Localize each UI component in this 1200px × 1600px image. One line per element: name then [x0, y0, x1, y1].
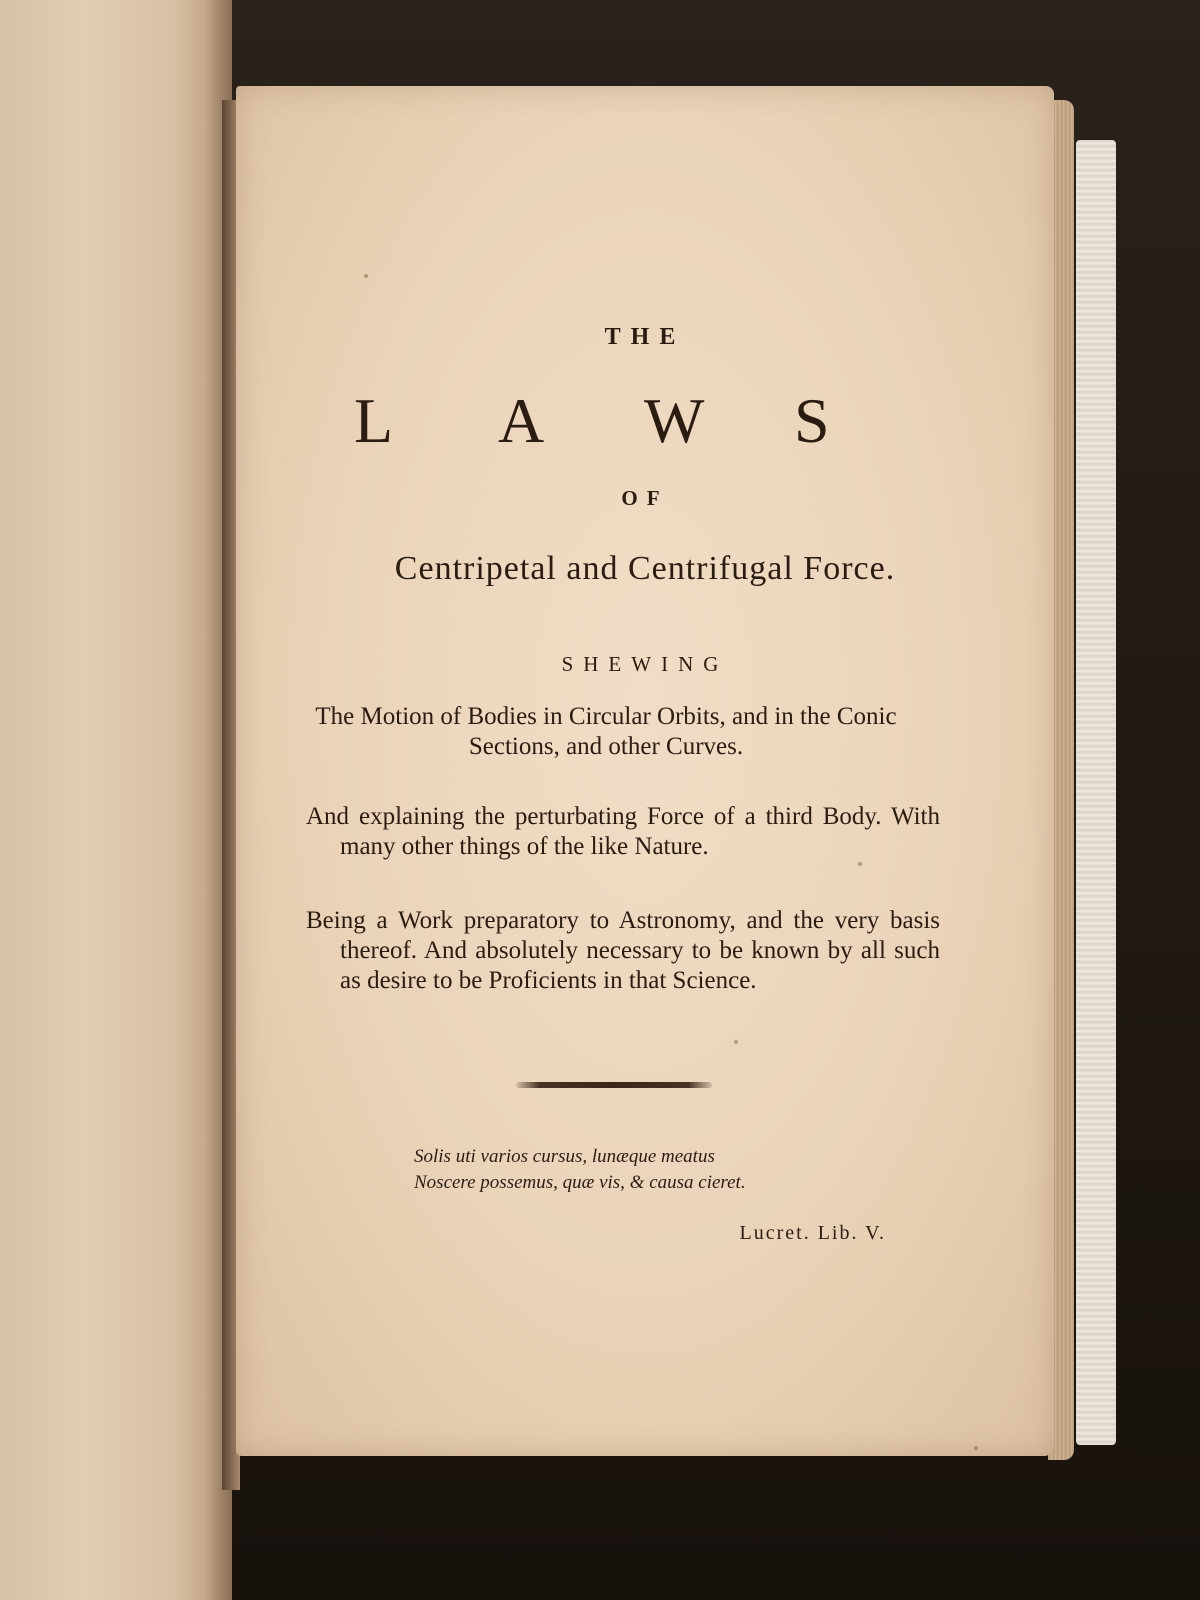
epigraph-citation: Lucret. Lib. V. [739, 1222, 886, 1244]
epigraph [414, 1144, 874, 1196]
laws-letter-w: W [644, 385, 705, 456]
title-the: THE [604, 324, 686, 350]
foxing-spot [858, 862, 862, 866]
foxing-spot [734, 1040, 738, 1044]
title-subtitle: Centripetal and Centrifugal Force. [394, 550, 896, 587]
description-paragraph-astronomy: Being a Work preparatory to Astronomy, and the very basis thereof. And absolutely necessary to be known by all such as desire to be Proficients in that Science. [306, 907, 940, 994]
title-page [236, 86, 1054, 1456]
shewing-heading: SHEWING [561, 652, 729, 676]
laws-letter-a: A [498, 385, 545, 456]
left-page [0, 0, 232, 1600]
foxing-spot [364, 274, 368, 278]
laws-letter-l: L [354, 385, 394, 456]
title-laws [236, 386, 1054, 456]
description-paragraph-motion: The Motion of Bodies in Circular Orbits, and in the Conic Sections, and other Curves. [315, 703, 897, 760]
foxing-spot [974, 1446, 978, 1450]
ornamental-rule [516, 1082, 712, 1088]
laws-letter-s: S [794, 385, 830, 456]
epigraph-line-2: Noscere possemus, quæ vis, & causa cieret. [414, 1172, 746, 1193]
cloth-binding [1076, 140, 1116, 1445]
title-of: OF [621, 486, 669, 510]
description-paragraph-perturbating: And explaining the perturbating Force of a third Body. With many other things of the like Nature. [306, 803, 940, 860]
epigraph-line-1: Solis uti varios cursus, lunæque meatus [414, 1146, 715, 1167]
